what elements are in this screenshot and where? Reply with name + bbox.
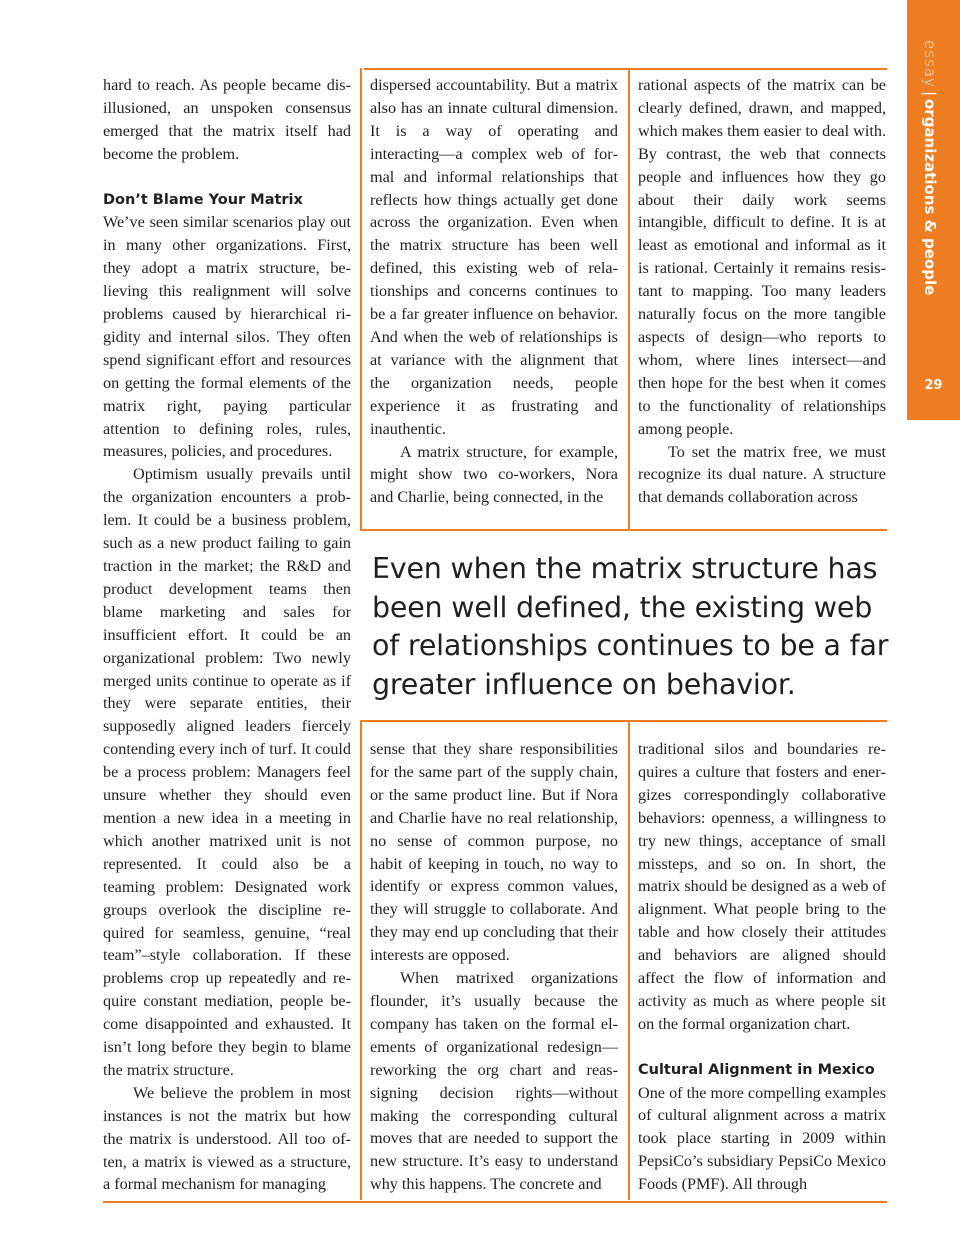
- subheading-cultural-alignment-in-mexico: Cultural Alignment in Mexico: [638, 1061, 875, 1078]
- paragraph: sense that they share responsibilities for the same part of the supply chain, or the same product line. But if Nora and Charlie have no real relationship, no sense of common purpose, no habit of keeping in touch, no way to identify or express common values, they will struggle to collaborate. And they may end up concluding that their interests are opposed.: [370, 740, 618, 965]
- paragraph: To set the matrix free, we must recognize its dual nature. A structure that demands collaboration across: [638, 442, 886, 507]
- pull-quote: Even when the matrix structure has been well defined, the existing web of relationships continues to be a far greater influence on behavior.: [372, 552, 889, 701]
- paragraph: We believe the problem in most instances is not the matrix but how the matrix is understood. All too often, a matrix is viewed as a structure, a formal mechanism for managing: [103, 1083, 351, 1194]
- section-tab: [907, 0, 960, 420]
- pull-quote-top-rule: [360, 529, 887, 531]
- section-label: [921, 40, 939, 295]
- paragraph: Optimism usually prevails until the organization encounters a problem. It could be a business problem, such as a new product failing to gain traction in the market; the R&D and product development teams then blame marketing and sales for insufficient effort. It could be an organizational problem: Two newly merged units continue to operate as if they were separate entities, their supposedly aligned leaders fiercely contending every inch of turf. It could be a process problem: Managers feel unsure whether they should even mention a new idea in a meeting in which another matrixed unit is not represented. It could also be a teaming problem: Designated work groups overlook the discipline required for seamless, genuine, “real team”–style collaboration. If these problems crop up repeatedly and require constant mediation, people become disappointed and exhausted. It isn’t long before they begin to blame the matrix structure.: [103, 465, 351, 1079]
- section-topic: organizations & people: [921, 99, 939, 296]
- text-column-2: [370, 74, 618, 509]
- text-column-4: [370, 738, 618, 1196]
- column-divider-top-right: [628, 68, 630, 530]
- paragraph: One of the more compelling examples of cultural alignment across a matrix took place starting in 2009 within PepsiCo’s subsidiary PepsiCo Mexico Foods (PMF). All through: [638, 1083, 886, 1194]
- text-column-1: [103, 74, 351, 1196]
- section-divider: |: [921, 90, 939, 96]
- text-column-5: [638, 738, 886, 1196]
- column-divider-left: [360, 720, 362, 1200]
- column-divider-bottom-right: [628, 720, 630, 1200]
- text-column-3: [638, 74, 886, 509]
- pull-quote-bottom-rule: [360, 720, 887, 722]
- column-divider-top-left: [360, 68, 362, 530]
- section-name: essay: [921, 40, 939, 88]
- paragraph: rational aspects of the matrix can be clearly defined, drawn, and mapped, which makes them easier to deal with. By contrast, the web that connects people and influences how they go about their daily work seems intangible, difficult to define. It is at least as emotional and informal as it is rational. Certainly it remains resistant to mapping. Too many leaders naturally focus on the more tangible aspects of design—who reports to whom, where lines intersect—and then hope for the best when it comes to the functionality of relationships among people.: [638, 76, 886, 438]
- paragraph: A matrix structure, for example, might show two co-workers, Nora and Charlie, being connected, in the: [370, 442, 618, 507]
- bottom-rule: [103, 1201, 887, 1203]
- subheading-dont-blame-your-matrix: Don’t Blame Your Matrix: [103, 191, 303, 208]
- top-rule: [364, 68, 887, 70]
- page-number: 29: [924, 378, 943, 393]
- paragraph: traditional silos and boundaries requires a culture that fosters and energizes correspondingly collaborative behaviors: openness, a willingness to try new things, acceptance of small missteps, and so on. In short, the matrix should be designed as a web of alignment. What people bring to the table and how closely their attitudes and behaviors are aligned should affect the flow of information and activity as much as where people sit on the formal organization chart.: [638, 740, 886, 1033]
- paragraph: hard to reach. As people became disillusioned, an unspoken consensus emerged that the matrix itself had become the problem.: [103, 76, 351, 163]
- paragraph: dispersed accountability. But a matrix also has an innate cultural dimension. It is a way of operating and interacting—a complex web of formal and informal relationships that reflects how things actually get done across the organization. Even when the matrix structure has been well defined, this existing web of relationships and concerns continues to be a far greater influence on behavior. And when the web of relationships is at variance with the alignment that the organization needs, people experience it as frustrating and inauthentic.: [370, 76, 618, 438]
- paragraph: When matrixed organizations flounder, it’s usually because the company has taken on the formal elements of organizational redesign—reworking the org chart and reassigning decision rights—without making the corresponding cultural moves that are needed to support the new structure. It’s easy to understand why this happens. The concrete and: [370, 969, 618, 1194]
- paragraph: We’ve seen similar scenarios play out in many other organizations. First, they adopt a matrix structure, believing this realignment will solve problems caused by hierarchical rigidity and internal silos. They often spend significant effort and resources on getting the formal elements of the matrix right, paying particular attention to defining roles, rules, measures, policies, and procedures.: [103, 213, 351, 461]
